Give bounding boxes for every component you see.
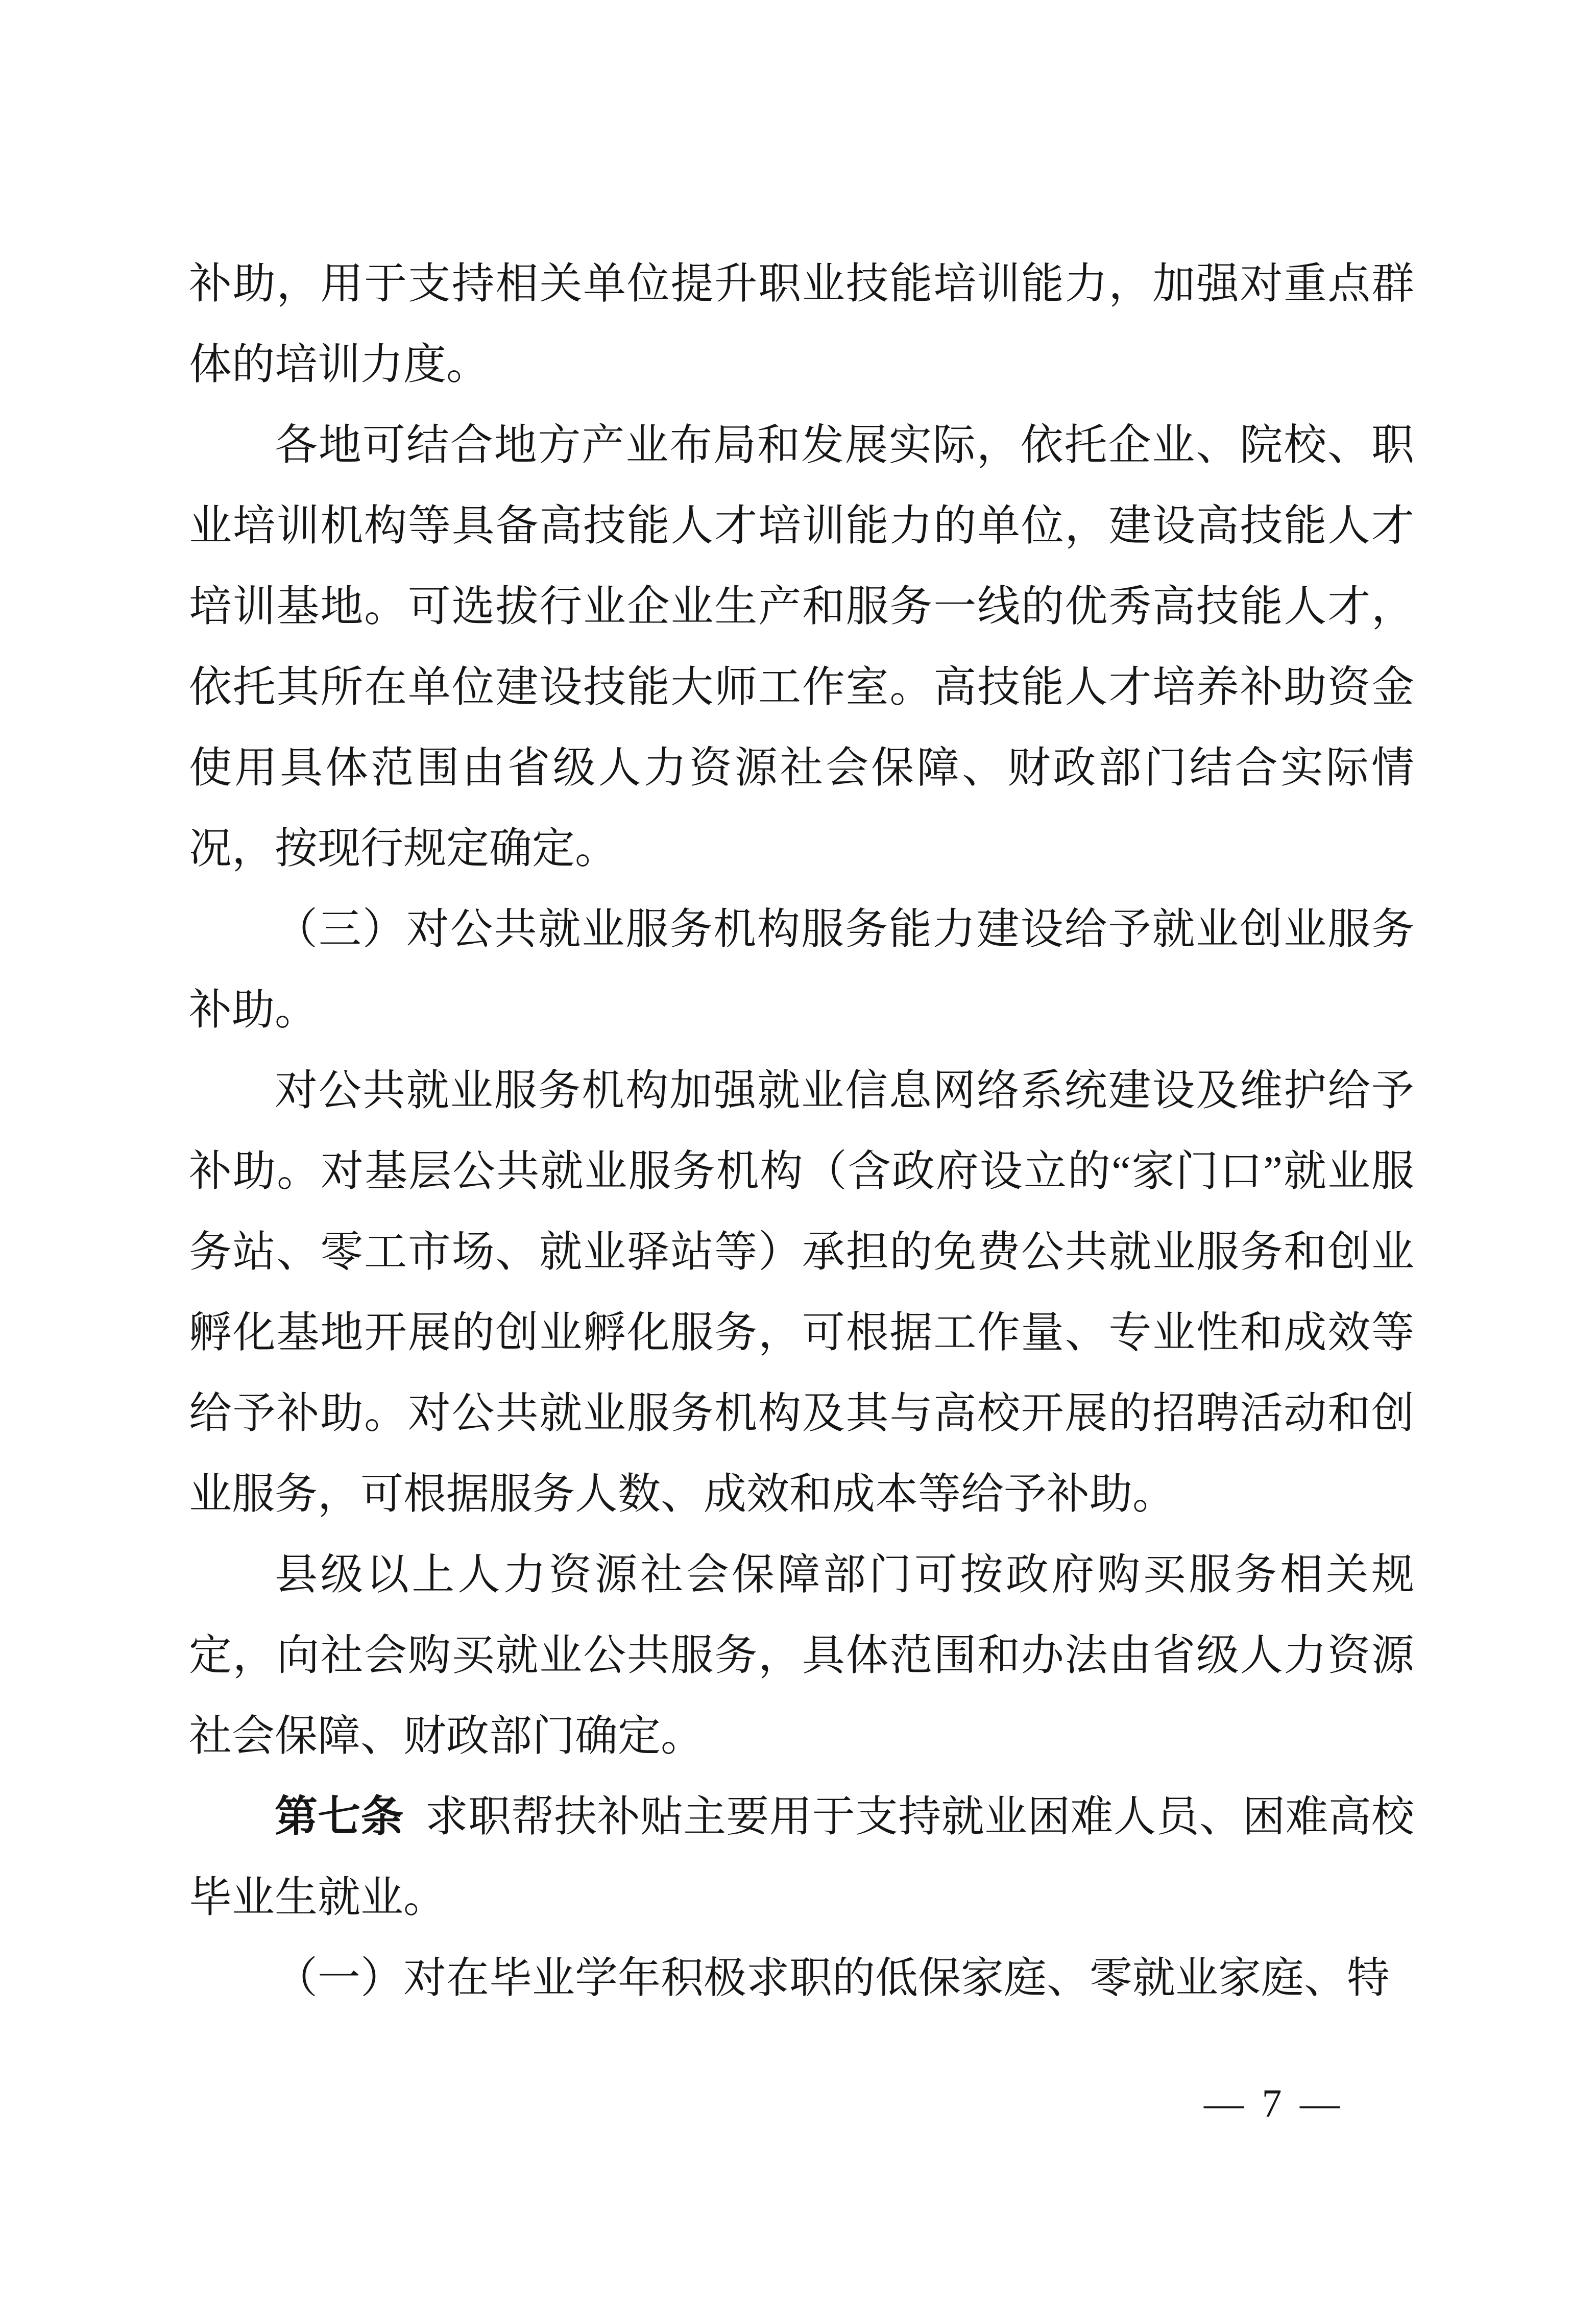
paragraph-continuation: 补助，用于支持相关单位提升职业技能培训能力，加强对重点群体的培训力度。 [189,260,1414,389]
document-text [189,244,1414,2019]
paragraph-item-one: （一）对在毕业学年积极求职的低保家庭、零就业家庭、特 [275,1955,1390,2002]
paragraph-article-seven [189,1777,1414,1938]
paragraph-training-bases: 各地可结合地方产业布局和发展实际，依托企业、院校、职业培训机构等具备高技能人才培训能力的单位，建设高技能人才培训基地。可选拔行业企业生产和服务一线的优秀高技能人才，依托其所在单位建设技能大师工作室。高技能人才培养补助资金使用具体范围由省级人力资源社会保障、财政部门结合实际情况，按现行规定确定。 [189,422,1414,873]
paragraph-government-purchase: 县级以上人力资源社会保障部门可按政府购买服务相关规定，向社会购买就业公共服务，具体范围和办法由省级人力资源社会保障、财政部门确定。 [189,1551,1414,1760]
paragraph-public-employment-services: 对公共就业服务机构加强就业信息网络系统建设及维护给予补助。对基层公共就业服务机构（含政府设立的“家门口”就业服务站、零工市场、就业驿站等）承担的免费公共就业服务和创业孵化基地开展的创业孵化服务，可根据工作量、专业性和成效等给予补助。对公共就业服务机构及其与高校开展的招聘活动和创业服务，可根据服务人数、成效和成本等给予补助。 [189,1067,1414,1518]
article-seven-text: 求职帮扶补贴主要用于支持就业困难人员、困难高校毕业生就业。 [189,1793,1414,1922]
page-number: — 7 — [1204,2081,1344,2125]
paragraph-item-three: （三）对公共就业服务机构服务能力建设给予就业创业服务补助。 [189,906,1414,1034]
article-number: 第七条 [275,1793,404,1841]
